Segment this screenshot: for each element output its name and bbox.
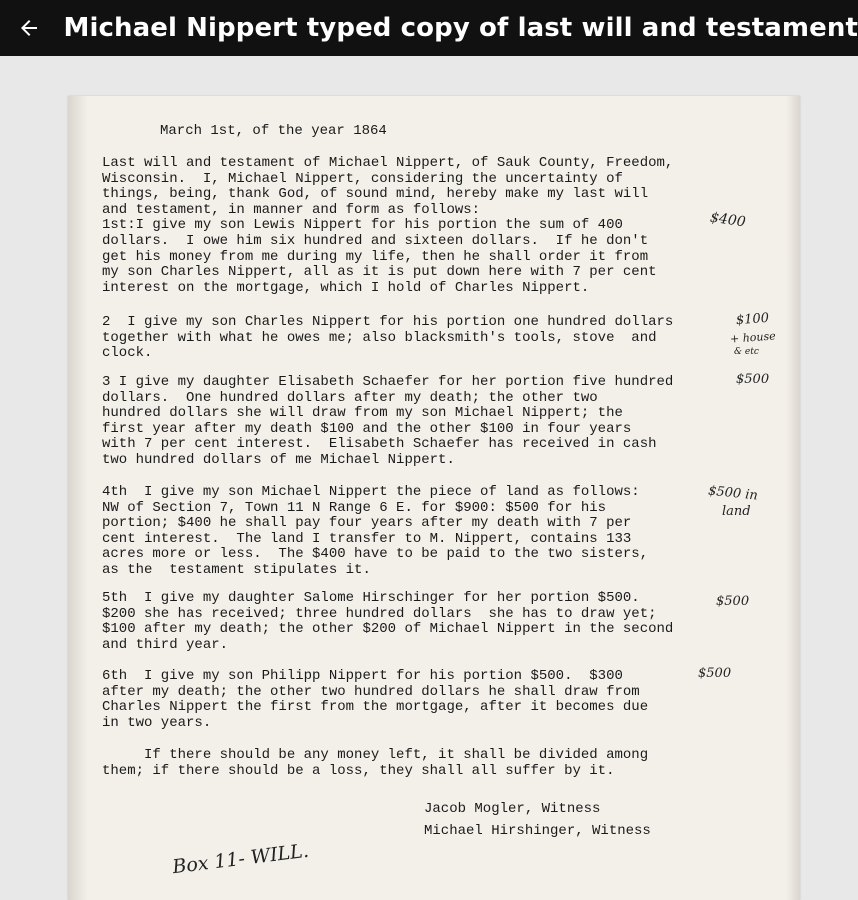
handwritten-note: $100	[735, 310, 770, 329]
will-closing: If there should be any money left, it shall be divided among them; if there should be a loss, they shall all suffer by it.	[102, 747, 649, 779]
handwritten-box-label: Box 11- WILL.	[171, 839, 310, 879]
back-button[interactable]	[16, 10, 42, 46]
handwritten-note: land	[722, 504, 751, 519]
witness-2: Michael Hirshinger, Witness	[424, 823, 651, 839]
will-paragraph-4: 4th I give my son Michael Nippert the piece of land as follows: NW of Section 7, Town 11 N Range 6 E. for $900: $500 for his portion; $400 he shall pay four years after my death with 7 per cent interest. The land I transfer to M. Nippert, contains 133 acres more or less. The $400 have to be paid to the two sisters, as the testament stipulates it.	[102, 484, 649, 578]
will-paragraph-5: 5th I give my daughter Salome Hirschinger for her portion $500. $200 she has received; three hundred dollars she has to draw yet; $100 after my death; the other $200 of Michael Nippert in the second and third year.	[102, 590, 674, 653]
handwritten-note: $400	[709, 209, 747, 231]
will-paragraph-intro: Last will and testament of Michael Nippert, of Sauk County, Freedom, Wisconsin. I, Michael Nippert, considering the uncertainty of things, being, thank God, of sound mind, hereby make my last will and testament, in manner and form as follows: 1st:I give my son Lewis Nippert for his portion the sum of 400 dollars. I owe him six hundred and sixteen dollars. If he don't get his money from me during my life, then he shall order it from my son Charles Nippert, all as it is put down here with 7 per cent interest on the mortgage, which I hold of Charles Nippert.	[102, 155, 674, 296]
handwritten-note: $500	[716, 594, 750, 609]
will-paragraph-3: 3 I give my daughter Elisabeth Schaefer for her portion five hundred dollars. One hundred dollars after my death; the other two hundred dollars she will draw from my son Michael Nippert; the first year after my death $100 and the other $100 in four years with 7 per cent interest. Elisabeth Schaefer has received in cash two hundred dollars of me Michael Nippert.	[102, 374, 674, 468]
handwritten-note: $500	[736, 372, 770, 387]
witness-1: Jacob Mogler, Witness	[424, 801, 601, 817]
arrow-left-icon	[17, 16, 41, 40]
handwritten-note: $500	[698, 666, 732, 681]
handwritten-note: $500 in	[707, 483, 759, 504]
page-title: Michael Nippert typed copy of last will and testament	[63, 13, 858, 43]
will-paragraph-2: 2 I give my son Charles Nippert for his portion one hundred dollars together with what he owes me; also blacksmith's tools, stove and clock.	[102, 314, 674, 362]
will-paragraph-6: 6th I give my son Philipp Nippert for his portion $500. $300 after my death; the other two hundred dollars he shall draw from Charles Nippert the first from the mortgage, after it becomes due in two years.	[102, 668, 649, 731]
will-date: March 1st, of the year 1864	[160, 123, 387, 139]
document-scan	[68, 96, 800, 900]
handwritten-note: & etc	[734, 347, 759, 357]
handwritten-note: + house	[729, 329, 777, 346]
top-app-bar	[0, 0, 858, 56]
